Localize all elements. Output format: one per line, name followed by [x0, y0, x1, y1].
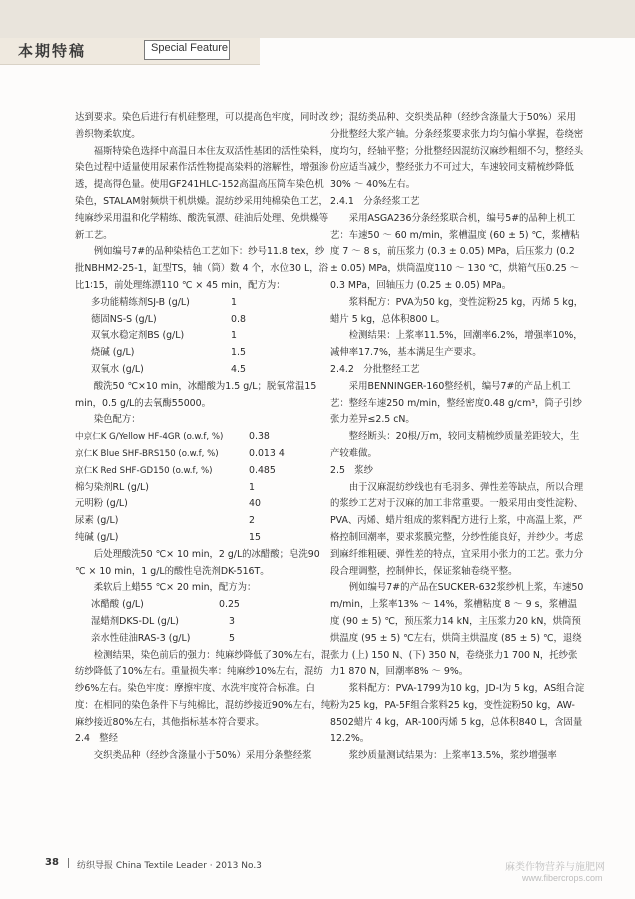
paragraph: 浆纱质量测试结果为：上浆率13.5%，浆纱增强率	[348, 750, 557, 762]
watermark-cn: 麻类作物营养与施肥网	[505, 862, 605, 873]
paragraph: 检测结果：上浆率11.5%，回潮率6.2%，增强率10%，减伸率17.7%，基本满足生产要求。	[330, 330, 583, 359]
paragraph: 后处理酸洗50 ℃× 10 min，2 g/L的冰醋酸；皂洗90 ℃ × 10 min，1 g/L的酸性皂洗剂DK-516T。	[75, 548, 320, 577]
footer-divider	[68, 858, 69, 868]
section-title: 本期特稿	[18, 42, 87, 60]
paragraph: 采用BENNINGER-160整经机，编号7#的产品上机工艺：整经车速250 m/min，整经密度0.48 g/cm³，筒子引纱张力差异≤2.5 cN。	[330, 380, 582, 426]
recipe-row: 双氧水稳定剂BS (g/L) 1	[91, 330, 237, 342]
recipe-row: 烧碱 (g/L) 1.5	[91, 347, 246, 359]
recipe-row: 德固NS-S (g/L) 0.8	[91, 313, 246, 325]
section-heading: 2.5 浆纱	[330, 464, 374, 476]
paragraph: 染色配方：	[93, 414, 141, 426]
recipe-pretreatment	[75, 295, 331, 379]
recipe-row: 湿蜡剂DKS-DL (g/L) 3	[91, 615, 235, 627]
paragraph: 柔软后上蜡55 ℃× 20 min，配方为：	[93, 582, 257, 594]
recipe-row: 元明粉 (g/L) 40	[75, 498, 261, 510]
paragraph: 浆料配方：PVA为50 kg，变性淀粉25 kg，丙烯 5 kg，蜡片 5 kg，总体积800 L。	[330, 296, 584, 325]
recipe-row: 双氧水 (g/L) 4.5	[91, 363, 246, 375]
paragraph: 采用ASGA236分条经浆联合机，编号5#的品种上机工艺：车速50 ～ 60 m/min，浆槽温度 (60 ± 5) ℃，浆槽粘度 7 ～ 8 s，前压浆力 (0.3 ± 0.05) MPa，后压浆力 (0.2 ± 0.05) MPa，烘筒温度110 ～ 130 ℃，烘箱气压0.25 ～ 0.3 MPa，回轴压力 (0.25 ± 0.05) MPa。	[330, 212, 580, 291]
page-number: 38	[45, 857, 59, 868]
recipe-row: 京仁K Red SHF-GD150 (o.w.f, %) 0.485	[75, 464, 276, 476]
recipe-row: 冰醋酸 (g/L) 0.25	[91, 599, 240, 611]
paragraph: 浆料配方：PVA-1799为10 kg，JD-I为 5 kg，AS组合淀粉为25 kg，PA-5F组合浆料25 kg，变性淀粉50 kg，AW-8502蜡片 4 kg，AR-100丙烯 5 kg，总体积840 L，含固量12.2%。	[330, 683, 585, 745]
recipe-dyeing	[75, 429, 331, 547]
section-heading: 2.4.1 分条经浆工艺	[330, 195, 420, 207]
journal-name: 纺织导报 China Textile Leader · 2013 No.3	[77, 861, 262, 871]
recipe-row: 多功能精练剂SJ-B (g/L) 1	[91, 296, 237, 308]
recipe-row: 中京仁K G/Yellow HF-4GR (o.w.f, %) 0.38	[75, 431, 270, 443]
left-column	[75, 110, 331, 765]
paragraph: 由于汉麻混纺纱线也有毛羽多、弹性差等缺点，所以合理的浆纱工艺对于汉麻的加工非常重要。一般采用由变性淀粉、PVA、丙烯、蜡片组成的浆料配方进行上浆，中高温上浆，严格控制回潮率，要求浆膜完整，分纱性能良好，并纱少。考虑到麻纤维粗硬、弹性差的特点，宜采用小张力的工艺。张力分段合理调整，控制伸长，保证浆轴卷绕平整。	[330, 481, 584, 577]
paragraph: 整经断头：20根/万m，较同支精梳纱质量差距较大，生产较难做。	[330, 431, 580, 459]
paragraph: 例如编号7#的产品在SUCKER-632浆纱机上浆，车速50 m/min，上浆率13% ～ 14%，浆槽粘度 8 ～ 9 s，浆槽温度 (90 ± 5) ℃，预压浆力14 kN，主压浆力20 kN，烘筒预烘温度 (95 ± 5) ℃左右，烘筒主烘温度 (85 ± 5) ℃，退绕张力 (上) 150 N、(下) 350 N，卷绕张力1 700 N，托纱张力1 870 N，回潮率8% ～ 9%。	[330, 582, 584, 678]
recipe-softening	[75, 597, 331, 647]
section-heading: 2.4.2 分批整经工艺	[330, 363, 420, 375]
paragraph: 达到要求。染色后进行有机硅整理，可以提高色牢度，同时改善织物柔软度。	[75, 112, 329, 140]
recipe-row: 亲水性硅油RAS-3 (g/L) 5	[91, 632, 235, 644]
paragraph: 交织类品种（经纱含涤量小于50%）采用分条整经浆	[93, 750, 312, 762]
recipe-row: 纯碱 (g/L) 15	[75, 531, 261, 543]
paragraph: 例如编号7#的品种染桔色工艺如下：纱号11.8 tex，纱批NBHM2-25-1，缸型TS，轴（筒）数 4 个，水位30 L，浴比1∶15，前处理练漂110 ℃ × 45 min，配方为：	[75, 246, 328, 291]
section-label-en: Special Feature	[151, 42, 229, 54]
recipe-row: 京仁K Blue SHF-BRS150 (o.w.f, %) 0.013 4	[75, 447, 285, 459]
right-column	[330, 110, 585, 765]
paragraph: 福斯特染色选择中高温日本住友双活性基团的活性染料，染色过程中适量使用尿素作活性物提高染料的溶解性，增强渗透，提高得色量。使用GF241HLC-152高温高压筒车染色机染色，STALAM射频烘干机烘燥。混纺纱采用纯棉染色工艺，纯麻纱采用温和化学精练、酸洗氧漂、硅油后处理、免烘燥等新工艺。	[75, 145, 329, 241]
header-band	[0, 0, 635, 38]
recipe-row: 尿素 (g/L) 2	[75, 515, 255, 527]
section-heading: 2.4 整经	[75, 733, 119, 745]
paragraph: 检测结果，染色前后的强力：纯麻纱降低了30%左右，混纺纱降低了10%左右。重量损失率：纯麻纱10%左右，混纺纱6%左右。染色牢度：摩擦牢度、水洗牢度符合标准。白度：在相同的染色条件下与纯棉比，混纺纱接近90%左右，纯麻纱接近80%左右，其他指标基本符合要求。	[75, 649, 331, 728]
watermark-url: www.fibercrops.com	[522, 873, 603, 883]
paragraph: 酸洗50 ℃×10 min，冰醋酸为1.5 g/L；脱氧常温15 min，0.5 g/L的去氧酶55000。	[75, 380, 317, 409]
paragraph: 纱；混纺类品种、交织类品种（经纱含涤量大于50%）采用分批整经大浆产轴。分条经浆要求张力均匀偏小掌握，卷绕密度均匀，经轴平整；分批整经因混纺汉麻纱粗细不匀，整经头份应适当减少，整经张力不可过大，车速较同支精梳纱降低30% ～ 40%左右。	[330, 112, 584, 191]
recipe-row: 棉匀染剂RL (g/L) 1	[75, 481, 255, 493]
